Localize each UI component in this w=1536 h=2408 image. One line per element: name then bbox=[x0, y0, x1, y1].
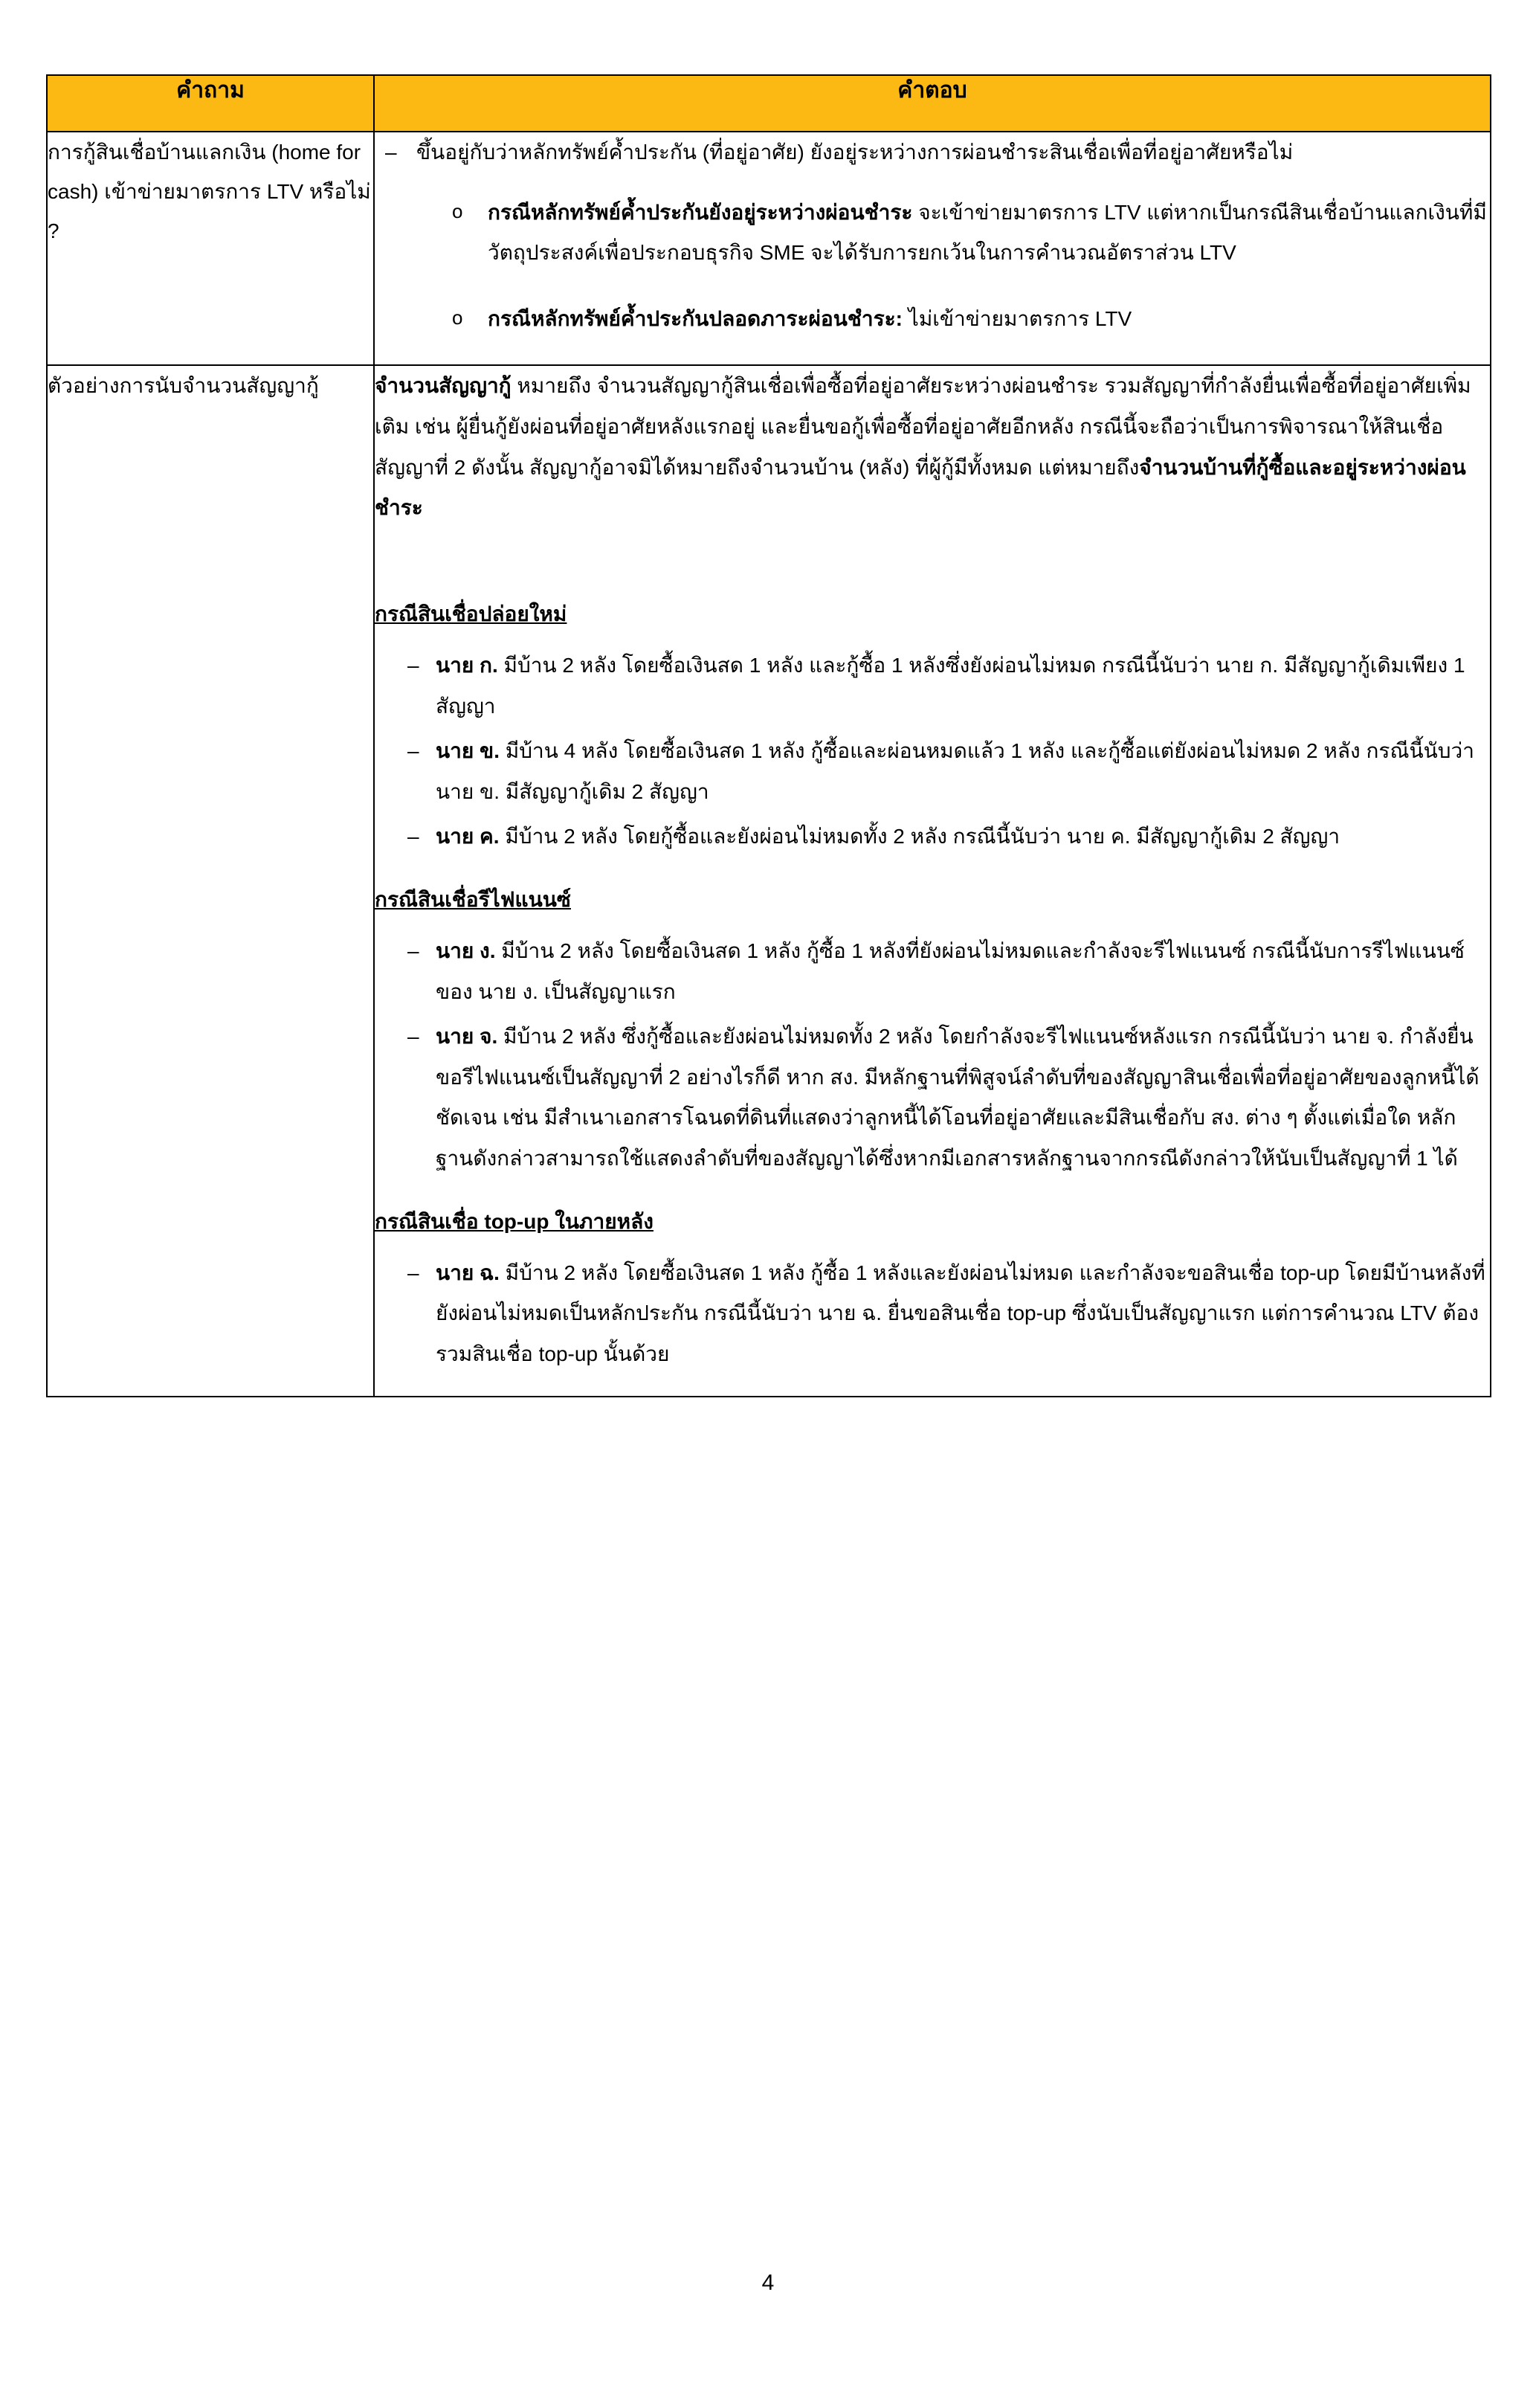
section-bullet-list bbox=[397, 931, 1490, 1179]
section-heading-new-loan bbox=[375, 594, 1490, 634]
list-item bbox=[397, 1253, 1490, 1375]
list-item bbox=[397, 1017, 1490, 1179]
section-heading-text: กรณีสินเชื่อรีไฟแนนซ์ bbox=[375, 887, 571, 911]
answer-cell bbox=[374, 132, 1491, 365]
person-name: นาย จ. bbox=[436, 1025, 498, 1049]
page-number: 4 bbox=[761, 2270, 775, 2295]
column-header-question: คำถาม bbox=[47, 75, 374, 132]
bullet-text: ขึ้นอยู่กับว่าหลักทรัพย์ค้ำประกัน (ที่อยู่อาศัย) ยังอยู่ระหว่างการผ่อนชำระสินเชื่อเพื่อที่อยู่อาศัยหรือไม่ bbox=[416, 141, 1294, 164]
list-item bbox=[439, 299, 1490, 340]
table-row bbox=[47, 132, 1491, 365]
table-header-row bbox=[47, 75, 1491, 132]
person-name: นาย ก. bbox=[436, 653, 498, 677]
table-header bbox=[47, 75, 1491, 132]
list-item bbox=[439, 193, 1490, 274]
table-row bbox=[47, 365, 1491, 1396]
person-name: นาย ง. bbox=[436, 939, 496, 963]
list-item bbox=[397, 817, 1490, 857]
person-name: นาย ค. bbox=[436, 825, 500, 849]
spacer bbox=[375, 1380, 1490, 1396]
item-text: มีบ้าน 2 หลัง โดยซื้อเงินสด 1 หลัง กู้ซื้อ 1 หลังและยังผ่อนไม่หมด และกำลังจะขอสินเชื่อ top-up โดยมีบ้านหลังที่ยังผ่อนไม่หมดเป็นหลักประกัน กรณีนี้นับว่า นาย ฉ. ยื่นขอสินเชื่อ top-up ซึ่งนับเป็นสัญญาแรก แต่การคำนวณ LTV ต้องรวมสินเชื่อ top-up นั้นด้วย bbox=[436, 1261, 1485, 1366]
sub-bullet-bold-lead: กรณีหลักทรัพย์ค้ำประกันยังอยู่ระหว่างผ่อนชำระ bbox=[488, 200, 913, 224]
section-heading-refinance bbox=[375, 880, 1490, 919]
list-item bbox=[397, 646, 1490, 727]
answer-intro-paragraph bbox=[375, 366, 1490, 528]
spacer bbox=[375, 536, 1490, 572]
column-header-answer: คำตอบ bbox=[374, 75, 1491, 132]
answer-cell bbox=[374, 365, 1491, 1396]
answer-bullet-list bbox=[375, 132, 1490, 173]
list-item bbox=[397, 931, 1490, 1012]
intro-bold-tail: จำนวนบ้านที่กู้ซื้อและอยู่ระหว่างผ่อนชำระ bbox=[375, 455, 1466, 520]
item-text: มีบ้าน 2 หลัง โดยซื้อเงินสด 1 หลัง กู้ซื้อ 1 หลังที่ยังผ่อนไม่หมดและกำลังจะรีไฟแนนซ์ กรณีนี้นับการรีไฟแนนซ์ของ นาย ง. เป็นสัญญาแรก bbox=[436, 939, 1465, 1003]
item-text: มีบ้าน 4 หลัง โดยซื้อเงินสด 1 หลัง กู้ซื้อและผ่อนหมดแล้ว 1 หลัง และกู้ซื้อแต่ยังผ่อนไม่หมด 2 หลัง กรณีนี้นับว่า นาย ข. มีสัญญากู้เดิม 2 สัญญา bbox=[436, 739, 1474, 803]
sub-bullet-bold-lead: กรณีหลักทรัพย์ค้ำประกันปลอดภาระผ่อนชำระ: bbox=[488, 306, 903, 330]
list-item bbox=[397, 731, 1490, 812]
question-cell: การกู้สินเชื่อบ้านแลกเงิน (home for cash) เข้าข่ายมาตรการ LTV หรือไม่ ? bbox=[47, 132, 374, 365]
intro-bold-lead: จำนวนสัญญากู้ bbox=[375, 374, 512, 398]
list-item bbox=[375, 132, 1490, 173]
sub-bullet-text: จะเข้าข่ายมาตรการ LTV แต่หากเป็นกรณีสินเชื่อบ้านแลกเงินที่มีวัตถุประสงค์เพื่อประกอบธุรกิจ SME จะได้รับการยกเว้นในการคำนวณอัตราส่วน LTV bbox=[488, 200, 1487, 265]
section-heading-text: กรณีสินเชื่อ top-up ในภายหลัง bbox=[375, 1209, 654, 1233]
item-text: มีบ้าน 2 หลัง โดยกู้ซื้อและยังผ่อนไม่หมดทั้ง 2 หลัง กรณีนี้นับว่า นาย ค. มีสัญญากู้เดิม 2 สัญญา bbox=[499, 825, 1340, 849]
answer-sub-bullet-list bbox=[439, 193, 1490, 340]
sub-bullet-text: ไม่เข้าข่ายมาตรการ LTV bbox=[902, 306, 1132, 330]
table-body bbox=[47, 132, 1491, 1397]
section-bullet-list bbox=[397, 646, 1490, 857]
item-text: มีบ้าน 2 หลัง ซึ่งกู้ซื้อและยังผ่อนไม่หมดทั้ง 2 หลัง โดยกำลังจะรีไฟแนนซ์หลังแรก กรณีนี้นับว่า นาย จ. กำลังยื่นขอรีไฟแนนซ์เป็นสัญญาที่ 2 อย่างไรก็ดี หาก สง. มีหลักฐานที่พิสูจน์ลำดับที่ของสัญญาสินเชื่อเพื่อที่อยู่อาศัยของลูกหนี้ได้ชัดเจน เช่น มีสำเนาเอกสารโฉนดที่ดินที่แสดงว่าลูกหนี้ได้โอนที่อยู่อาศัยและมีสินเชื่อกับ สง. ต่าง ๆ ตั้งแต่เมื่อใด หลักฐานดังกล่าวสามารถใช้แสดงลำดับที่ของสัญญาได้ซึ่งหากมีเอกสารหลักฐานจากกรณีดังกล่าวให้นับเป็นสัญญาที่ 1 ได้ bbox=[436, 1025, 1479, 1171]
person-name: นาย ฉ. bbox=[436, 1261, 500, 1284]
item-text: มีบ้าน 2 หลัง โดยซื้อเงินสด 1 หลัง และกู้ซื้อ 1 หลังซึ่งยังผ่อนไม่หมด กรณีนี้นับว่า นาย ก. มีสัญญากู้เดิมเพียง 1 สัญญา bbox=[436, 653, 1465, 718]
section-bullet-list bbox=[397, 1253, 1490, 1375]
section-heading-text: กรณีสินเชื่อปล่อยใหม่ bbox=[375, 602, 567, 625]
person-name: นาย ข. bbox=[436, 739, 500, 763]
faq-table bbox=[46, 74, 1491, 1397]
question-cell: ตัวอย่างการนับจำนวนสัญญากู้ bbox=[47, 365, 374, 1396]
intro-body: หมายถึง จำนวนสัญญากู้สินเชื่อเพื่อซื้อที่อยู่อาศัยระหว่างผ่อนชำระ รวมสัญญาที่กำลังยื่นเพื่อซื้อที่อยู่อาศัยเพิ่มเติม เช่น ผู้ยื่นกู้ยังผ่อนที่อยู่อาศัยหลังแรกอยู่ และยื่นขอกู้เพื่อซื้อที่อยู่อาศัยอีกหลัง กรณีนี้จะถือว่าเป็นการพิจารณาให้สินเชื่อสัญญาที่ 2 ดังนั้น สัญญากู้อาจมิได้หมายถึงจำนวนบ้าน (หลัง) ที่ผู้กู้มีทั้งหมด แต่หมายถึง bbox=[375, 374, 1471, 479]
section-heading-topup bbox=[375, 1202, 1490, 1241]
